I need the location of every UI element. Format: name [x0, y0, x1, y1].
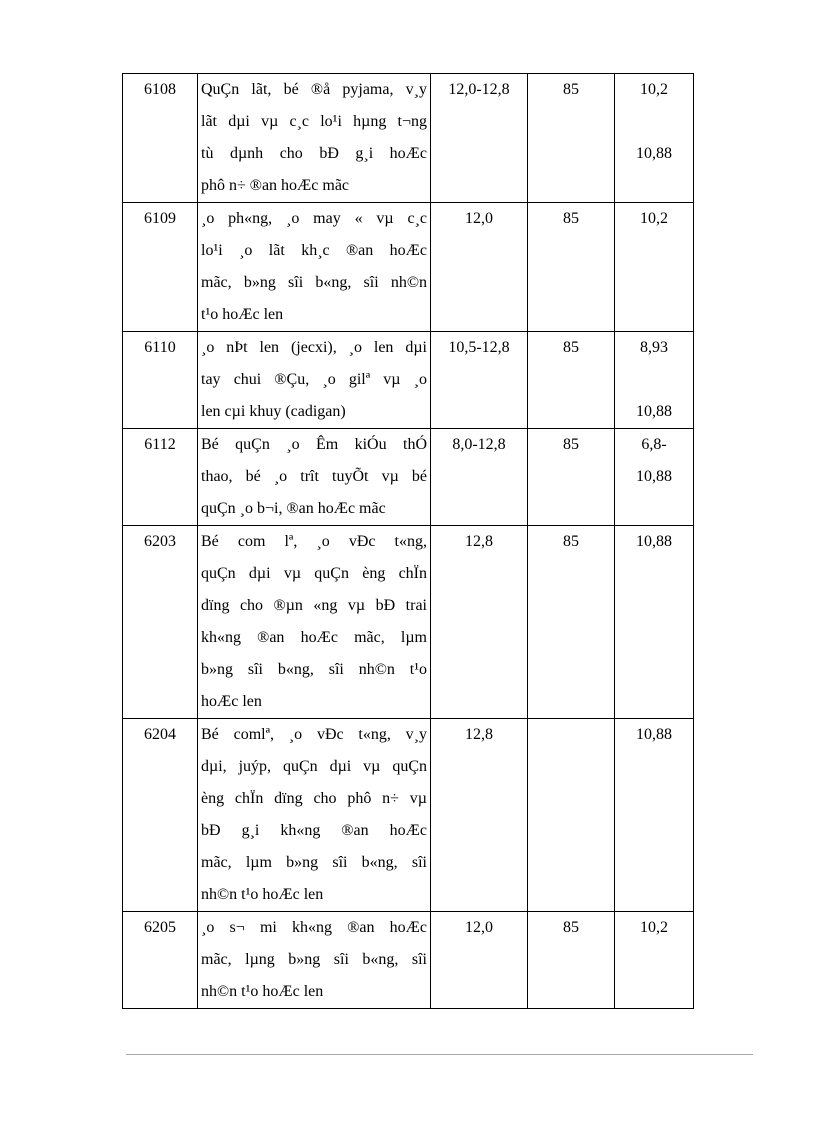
description-line: tù dµnh cho bÐ g¸i hoÆc — [201, 145, 427, 162]
description-line: mãc, lµm b»ng sîi b«ng, sîi — [201, 854, 427, 871]
rate-range-cell: 8,0-12,8 — [431, 429, 528, 526]
hs-code-cell: 6110 — [123, 332, 198, 429]
reduced-rate-cell — [615, 719, 694, 912]
rate-range-cell: 12,0 — [431, 912, 528, 1009]
reduced-rate-cell — [615, 332, 694, 429]
description-line: thao, bé ¸o trît tuyÕt vµ bé — [201, 468, 427, 485]
description-line: Bé quÇn ¸o Êm kiÓu thÓ — [201, 436, 427, 453]
rate-range-cell: 12,8 — [431, 719, 528, 912]
description-line: ¸o ph«ng, ¸o may « vµ c¸c — [201, 210, 427, 227]
reduced-rate-value: 10,2 — [640, 919, 668, 936]
percent-cell: 85 — [528, 203, 615, 332]
description-line: mãc, b»ng sîi b«ng, sîi nh©n — [201, 274, 427, 291]
percent-cell — [528, 719, 615, 912]
reduced-rate-value: 10,88 — [636, 145, 672, 162]
description-line: ¸o s¬ mi kh«ng ®an hoÆc — [201, 919, 427, 936]
description-line: bÐ g¸i kh«ng ®an hoÆc — [201, 822, 427, 839]
rate-range-cell: 12,8 — [431, 526, 528, 719]
reduced-rate-cell — [615, 912, 694, 1009]
description-line: lo¹i ¸o lãt kh¸c ®an hoÆc — [201, 242, 427, 259]
description-line: nh©n t¹o hoÆc len — [201, 983, 324, 1000]
reduced-rate-cell — [615, 74, 694, 203]
percent-cell: 85 — [528, 526, 615, 719]
tariff-table — [122, 73, 694, 1009]
description-line: nh©n t¹o hoÆc len — [201, 886, 324, 903]
description-line: lãt dµi vµ c¸c lo¹i hµng t¬ng — [201, 113, 427, 130]
description-line: dïng cho ®µn «ng vµ bÐ trai — [201, 597, 427, 614]
table-row — [123, 203, 694, 332]
description-cell — [198, 429, 431, 526]
description-line: tay chui ®Çu, ¸o gilª vµ ¸o — [201, 371, 427, 388]
percent-cell: 85 — [528, 74, 615, 203]
description-line: quÇn ¸o b¬i, ®an hoÆc mãc — [201, 500, 386, 517]
reduced-rate-value: 10,88 — [636, 468, 672, 485]
footer-rule — [126, 1054, 753, 1055]
spacer — [618, 364, 690, 396]
description-line: kh«ng ®an hoÆc mãc, lµm — [201, 629, 427, 646]
description-line: b»ng sîi b«ng, sîi nh©n t¹o — [201, 661, 427, 678]
table-row — [123, 429, 694, 526]
reduced-rate-value: 10,2 — [640, 81, 668, 98]
table-row — [123, 912, 694, 1009]
table-row — [123, 526, 694, 719]
reduced-rate-cell — [615, 429, 694, 526]
description-line: mãc, lµng b»ng sîi b«ng, sîi — [201, 951, 427, 968]
reduced-rate-value: 6,8- — [641, 436, 667, 453]
hs-code-cell: 6204 — [123, 719, 198, 912]
description-cell — [198, 332, 431, 429]
reduced-rate-value: 8,93 — [640, 339, 668, 356]
reduced-rate-value: 10,2 — [640, 210, 668, 227]
reduced-rate-value: 10,88 — [636, 726, 672, 743]
spacer — [618, 106, 690, 138]
reduced-rate-value: 10,88 — [636, 403, 672, 420]
table-row — [123, 74, 694, 203]
description-line: Bé comlª, ¸o vÐc t«ng, v¸y — [201, 726, 427, 743]
rate-range-cell: 12,0-12,8 — [431, 74, 528, 203]
tariff-table-body — [123, 74, 694, 1009]
description-line: QuÇn lãt, bé ®å pyjama, v¸y — [201, 81, 427, 98]
percent-cell: 85 — [528, 429, 615, 526]
hs-code-cell: 6112 — [123, 429, 198, 526]
reduced-rate-cell — [615, 203, 694, 332]
description-line: phô n÷ ®an hoÆc mãc — [201, 177, 350, 194]
description-cell — [198, 526, 431, 719]
description-cell — [198, 719, 431, 912]
description-line: Bé com lª, ¸o vÐc t«ng, — [201, 533, 427, 550]
hs-code-cell: 6205 — [123, 912, 198, 1009]
hs-code-cell: 6109 — [123, 203, 198, 332]
rate-range-cell: 10,5-12,8 — [431, 332, 528, 429]
description-line: dµi, juýp, quÇn dµi vµ quÇn — [201, 758, 427, 775]
reduced-rate-cell — [615, 526, 694, 719]
table-row — [123, 332, 694, 429]
percent-cell: 85 — [528, 332, 615, 429]
description-cell — [198, 203, 431, 332]
description-line: t¹o hoÆc len — [201, 306, 284, 323]
rate-range-cell: 12,0 — [431, 203, 528, 332]
reduced-rate-value: 10,88 — [636, 533, 672, 550]
hs-code-cell: 6108 — [123, 74, 198, 203]
description-cell — [198, 912, 431, 1009]
description-line: len cµi khuy (cadigan) — [201, 403, 346, 420]
hs-code-cell: 6203 — [123, 526, 198, 719]
percent-cell: 85 — [528, 912, 615, 1009]
description-line: hoÆc len — [201, 693, 262, 710]
description-line: èng chÏn dïng cho phô n÷ vµ — [201, 790, 427, 807]
description-cell — [198, 74, 431, 203]
description-line: ¸o nÞt len (jecxi), ¸o len dµi — [201, 339, 427, 356]
description-line: quÇn dµi vµ quÇn èng chÏn — [201, 565, 427, 582]
table-row — [123, 719, 694, 912]
